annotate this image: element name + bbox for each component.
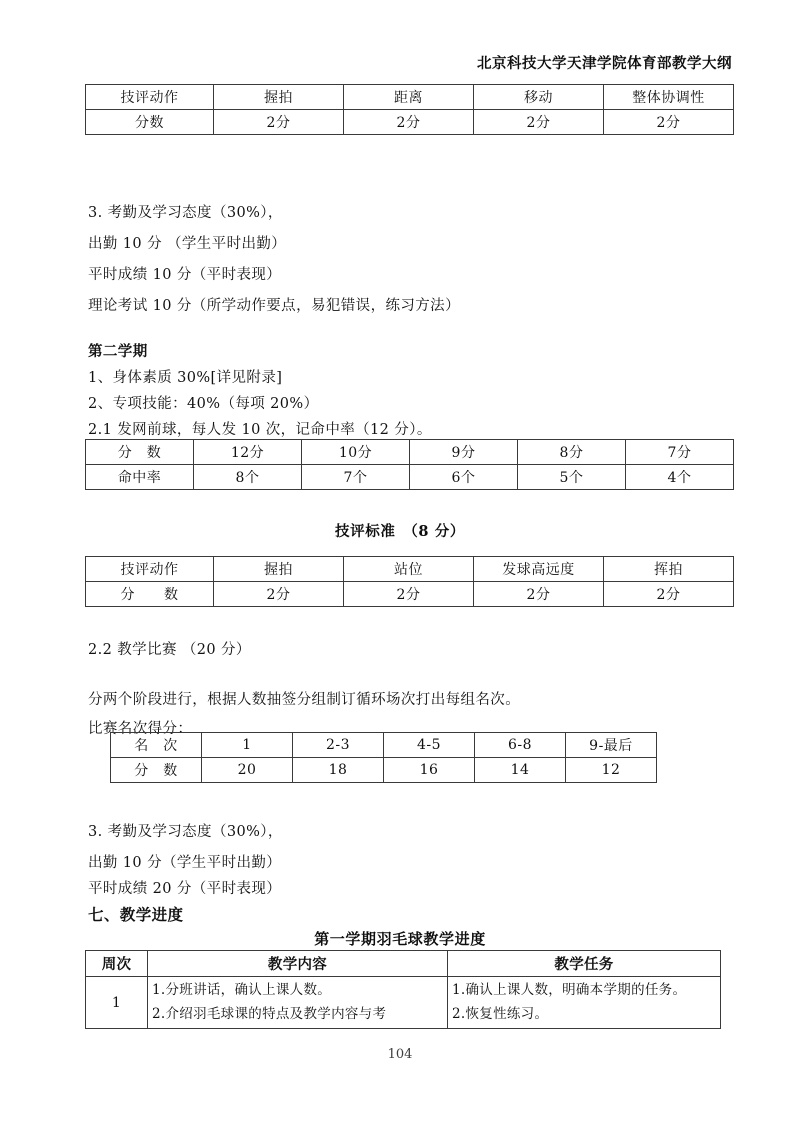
table-row: [86, 465, 734, 490]
table-cell: 2分: [214, 110, 344, 135]
column-header-content: 教学内容: [148, 951, 448, 977]
table-cell: 分 数: [86, 582, 214, 607]
attendance-first-line-4: 理论考试 10 分（所学动作要点，易犯错误，练习方法）: [88, 298, 460, 314]
table-cell: 分 数: [86, 440, 194, 465]
table-cell: 12: [566, 758, 657, 783]
table-row: [86, 557, 734, 582]
table-skill-evaluation-second-term: [85, 556, 734, 607]
table-cell: 20: [202, 758, 293, 783]
attendance-second-line-1: 3. 考勤及学习态度（30%），: [88, 824, 283, 840]
teaching-match-heading: 2.2 教学比赛 （20 分）: [88, 642, 251, 658]
table-cell: 技评动作: [86, 85, 214, 110]
schedule-task-cell: [448, 977, 721, 1029]
attendance-first-line-1: 3. 考勤及学习态度（30%），: [88, 205, 283, 221]
table-net-shot-score: [85, 439, 734, 490]
table-cell: 站位: [344, 557, 474, 582]
table-row: [86, 440, 734, 465]
table-cell: 握拍: [214, 557, 344, 582]
table-row: [86, 85, 734, 110]
table-cell: 命中率: [86, 465, 194, 490]
table-cell: 技评动作: [86, 557, 214, 582]
attendance-first-line-2: 出勤 10 分 （学生平时出勤）: [88, 236, 287, 252]
table-row: [86, 110, 734, 135]
column-header-week: 周次: [86, 951, 148, 977]
table-cell: 12分: [194, 440, 302, 465]
table-cell: 18: [293, 758, 384, 783]
column-header-task: 教学任务: [448, 951, 721, 977]
table-cell: 2分: [474, 110, 604, 135]
table-cell: 2分: [604, 582, 734, 607]
schedule-task-line-1: 1.确认上课人数，明确本学期的任务。: [452, 982, 687, 998]
table-ranking-score: [110, 732, 657, 783]
page-number: 104: [387, 1047, 413, 1062]
attendance-second-line-3: 平时成绩 20 分（平时表现）: [88, 881, 282, 897]
table-cell: 10分: [302, 440, 410, 465]
schedule-content-line-1: 1.分班讲话，确认上课人数。: [152, 982, 332, 998]
progress-section-heading: 七、教学进度: [88, 905, 184, 924]
table-cell: 2分: [344, 582, 474, 607]
table-cell: 9分: [410, 440, 518, 465]
attendance-first-line-3: 平时成绩 10 分（平时表现）: [88, 267, 282, 283]
second-term-heading: 第二学期: [88, 343, 148, 360]
schedule-week-cell: 1: [86, 977, 148, 1029]
table-cell: 2分: [474, 582, 604, 607]
table-cell: 14: [475, 758, 566, 783]
table-cell: 整体协调性: [604, 85, 734, 110]
table-row: [86, 582, 734, 607]
table-header-row: [86, 951, 721, 977]
table-cell: 发球高远度: [474, 557, 604, 582]
table-cell: 移动: [474, 85, 604, 110]
document-header-title: 北京科技大学天津学院体育部教学大纲: [477, 55, 732, 72]
table-cell: 挥拍: [604, 557, 734, 582]
table-row: [111, 758, 657, 783]
table-cell: 2分: [214, 582, 344, 607]
attendance-second-line-2: 出勤 10 分（学生平时出勤）: [88, 855, 282, 871]
schedule-task-line-2: 2.恢复性练习。: [452, 1005, 549, 1022]
table-cell: 4-5: [384, 733, 475, 758]
table-skill-evaluation-first-term: [85, 84, 734, 135]
table-cell: 4个: [626, 465, 734, 490]
table-cell: 2分: [604, 110, 734, 135]
table-cell: 1: [202, 733, 293, 758]
schedule-content-line-2: 2.介绍羽毛球课的特点及教学内容与考: [152, 1005, 387, 1022]
skill-standard-title: 技评标准 （8 分）: [335, 523, 465, 540]
second-term-line-2: 2、专项技能：40%（每项 20%）: [88, 396, 319, 412]
table-cell: 2分: [344, 110, 474, 135]
second-term-line-3: 2.1 发网前球，每人发 10 次，记命中率（12 分）。: [88, 422, 432, 438]
schedule-table-title: 第一学期羽毛球教学进度: [314, 930, 486, 948]
table-cell: 6-8: [475, 733, 566, 758]
table-cell: 分数: [86, 110, 214, 135]
table-cell: 16: [384, 758, 475, 783]
table-teaching-schedule: [85, 950, 721, 1029]
table-cell: 分 数: [111, 758, 202, 783]
table-cell: 9-最后: [566, 733, 657, 758]
table-cell: 2-3: [293, 733, 384, 758]
table-cell: 7个: [302, 465, 410, 490]
schedule-content-cell: [148, 977, 448, 1029]
teaching-match-line-1: 分两个阶段进行，根据人数抽签分组制订循环场次打出每组名次。: [88, 692, 521, 708]
table-cell: 8分: [518, 440, 626, 465]
table-cell: 5个: [518, 465, 626, 490]
teaching-match-line-2: 比赛名次得分：: [88, 721, 193, 737]
table-cell: 8个: [194, 465, 302, 490]
table-cell: 握拍: [214, 85, 344, 110]
table-cell: 6个: [410, 465, 518, 490]
table-row: [111, 733, 657, 758]
table-cell: 名 次: [111, 733, 202, 758]
table-row: [86, 977, 721, 1029]
table-cell: 7分: [626, 440, 734, 465]
second-term-line-1: 1、身体素质 30%[详见附录]: [88, 370, 283, 386]
table-cell: 距离: [344, 85, 474, 110]
